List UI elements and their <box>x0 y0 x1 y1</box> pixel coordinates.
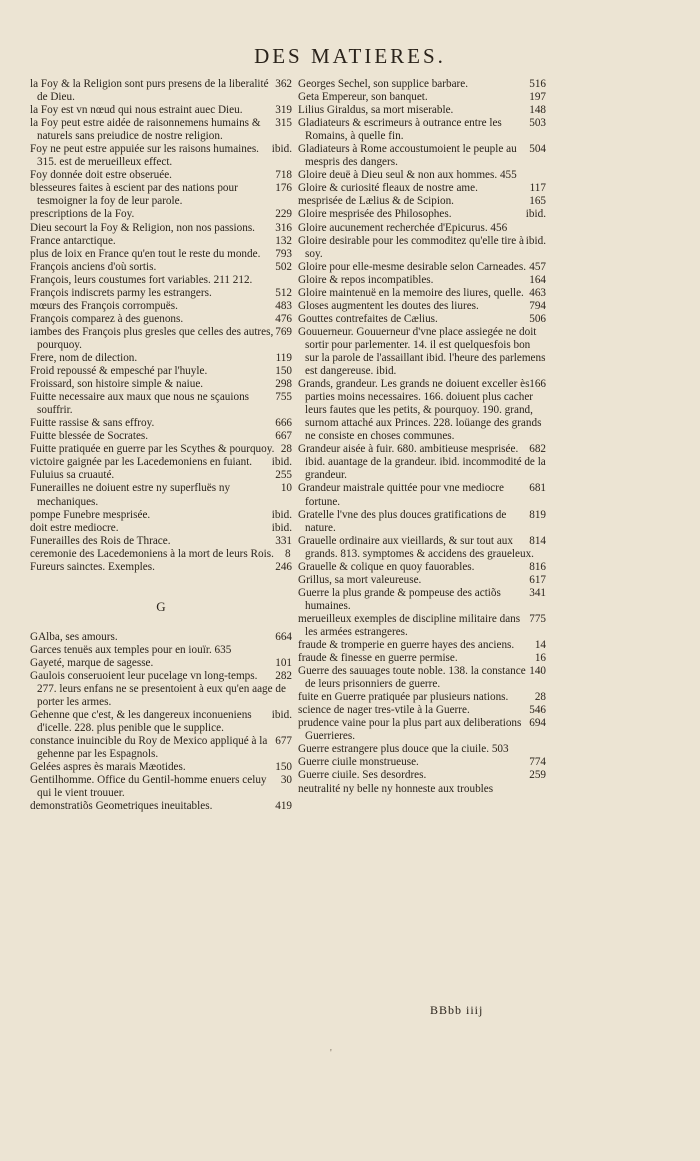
page-reference: 546 <box>529 704 546 717</box>
entry-text: Fuitte blessée de Socrates. <box>30 430 149 443</box>
entry-text: Guerre ciuile monstrueuse. <box>298 756 419 769</box>
page-reference: 503 <box>529 117 546 130</box>
entry-text: Froissard, son histoire simple & naiue. <box>30 378 204 391</box>
entry-text: Lilius Giraldus, sa mort miserable. <box>298 104 454 117</box>
entry-text: Gloire deuë à Dieu seul & non aux hommes. 455 <box>298 169 517 182</box>
index-entry <box>30 143 292 169</box>
index-entry <box>298 743 546 756</box>
page-reference: 246 <box>275 560 292 573</box>
index-entry <box>30 248 292 261</box>
page-reference: 176 <box>275 182 292 195</box>
entry-text: neutralité ny belle ny honneste aux troubles <box>298 782 494 795</box>
entry-text: Gaulois conseruoient leur pucelage vn long-temps. 277. leurs enfans ne se presentoient à eux qu'en aage de porter les armes. <box>30 669 286 709</box>
index-entry <box>298 613 546 639</box>
entry-text: Gloire mesprisée des Philosophes. <box>298 208 452 221</box>
index-entry <box>298 274 546 287</box>
page-reference: 793 <box>275 247 292 260</box>
entry-text: Gouttes contrefaites de Cælius. <box>298 312 438 325</box>
page-reference: 775 <box>529 612 546 625</box>
entry-text: fuite en Guerre pratiquée par plusieurs nations. <box>298 691 509 704</box>
index-entry <box>30 326 292 352</box>
entry-text: Gelées aspres ès marais Mæotides. <box>30 761 186 774</box>
entry-text: Guerre des sauuages toute noble. 138. la constance de leurs prisonniers de guerre. <box>298 665 526 691</box>
index-entry <box>30 352 292 365</box>
page-reference: 483 <box>275 299 292 312</box>
entry-text: Guerre ciuile. Ses desordres. <box>298 769 427 782</box>
entry-text: Fuitte rassise & sans effroy. <box>30 417 155 430</box>
index-entry <box>298 287 546 300</box>
index-entry <box>298 143 546 169</box>
entry-text: Gladiateurs & escrimeurs à outrance entre les Romains, à quelle fin. <box>298 117 502 143</box>
entry-text: Grauelle & colique en quoy fauorables. <box>298 560 475 573</box>
page-reference: 694 <box>529 717 546 730</box>
entry-text: Grands, grandeur. Les grands ne doiuent exceller ès parties moins necessaires. 166. doiuent plus cacher leurs fautes que les petits, & pourquoy. 190. grand, surnom attaché aux Princes. 228. loüange des grands ne consiste en choses communes. <box>298 378 542 443</box>
entry-text: Gratelle l'vne des plus douces gratifications de nature. <box>298 508 507 534</box>
entry-text: Gloses augmentent les doutes des liures. <box>298 299 479 312</box>
entry-text: Fuluius sa cruauté. <box>30 469 115 482</box>
entry-text: Funerailles des Rois de Thrace. <box>30 534 171 547</box>
entry-text: Gloire pour elle-mesme desirable selon Carneades. <box>298 260 527 273</box>
entry-text: fraude & tromperie en guerre hayes des anciens. <box>298 639 515 652</box>
index-entry <box>298 104 546 117</box>
index-entry <box>30 657 292 670</box>
index-entry <box>298 117 546 143</box>
index-entry <box>30 208 292 221</box>
entry-text: François, leurs coustumes fort variables. 211 212. <box>30 273 253 286</box>
index-entry <box>30 482 292 508</box>
page-reference: 755 <box>275 391 292 404</box>
page-reference: 617 <box>529 573 546 586</box>
page-reference: 506 <box>529 312 546 325</box>
index-entry <box>298 652 546 665</box>
entry-text: France antarctique. <box>30 234 116 247</box>
page-reference: 197 <box>529 91 546 104</box>
index-entry <box>298 587 546 613</box>
page-reference: 457 <box>529 260 546 273</box>
entry-text: plus de loix en France qu'en tout le reste du monde. <box>30 247 261 260</box>
entry-text: Grillus, sa mort valeureuse. <box>298 573 422 586</box>
page-reference: ibid. <box>271 143 292 156</box>
entry-text: Garces tenuës aux temples pour en iouïr. 635 <box>30 643 232 656</box>
entry-text: prudence vaine pour la plus part aux deliberations Guerrieres. <box>298 717 522 743</box>
index-entry <box>298 783 546 796</box>
page-reference: 315 <box>275 117 292 130</box>
index-entry <box>30 430 292 443</box>
entry-text: Gouuerneur. Gouuerneur d'vne place assiegée ne doit sortir pour parlementer. 14. il est quelquesfois bon sur la parole de l'assaillant ibid. l'heure des parlemens est dangereuse. ibid. <box>298 325 546 378</box>
page-reference: 419 <box>275 800 292 813</box>
index-entry <box>30 522 292 535</box>
page-reference: 164 <box>529 273 546 286</box>
entry-text: Gloire aucunement recherchée d'Epicurus. 456 <box>298 221 508 234</box>
page-reference: 140 <box>529 665 546 678</box>
page-reference: 362 <box>275 78 292 90</box>
page-reference: ibid. <box>271 508 292 521</box>
page-reference: 516 <box>529 78 546 90</box>
entry-text: Froid repoussé & empesché par l'huyle. <box>30 365 208 378</box>
index-entry <box>30 469 292 482</box>
page-reference: 476 <box>275 312 292 325</box>
page-reference: 677 <box>275 735 292 748</box>
index-entry <box>298 482 546 508</box>
entry-text: demonstratiõs Geometriques ineuitables. <box>30 800 213 813</box>
entry-text: victoire gaignée par les Lacedemoniens en fuiant. <box>30 456 253 469</box>
page-reference: ibid. <box>525 208 546 221</box>
entry-text: pompe Funebre mesprisée. <box>30 508 151 521</box>
index-entry <box>30 631 292 644</box>
entry-text: Foy ne peut estre appuiée sur les raisons humaines. 315. est de merueilleux effect. <box>30 143 259 169</box>
page-reference: ibid. <box>271 521 292 534</box>
page-reference: 28 <box>534 691 546 704</box>
entry-text: iambes des François plus gresles que celles des autres, pourquoy. <box>30 325 274 351</box>
page-reference: 166 <box>529 378 546 391</box>
entry-text: Frere, nom de dilection. <box>30 351 138 364</box>
page-reference: 666 <box>275 417 292 430</box>
index-entry <box>30 274 292 287</box>
index-entry <box>298 91 546 104</box>
entry-text: Fuitte necessaire aux maux que nous ne sçauions souffrir. <box>30 391 250 417</box>
index-entry <box>30 313 292 326</box>
page-reference: 150 <box>275 761 292 774</box>
index-entry <box>298 195 546 208</box>
entry-text: François anciens d'où sortis. <box>30 260 157 273</box>
entry-text: fraude & finesse en guerre permise. <box>298 652 458 665</box>
page-reference: ibid. <box>271 709 292 722</box>
page-reference: 319 <box>275 104 292 117</box>
page-reference: 502 <box>275 260 292 273</box>
index-entry <box>30 104 292 117</box>
page-reference: 504 <box>529 143 546 156</box>
page-reference: 769 <box>275 325 292 338</box>
index-entry <box>30 365 292 378</box>
index-entry <box>298 756 546 769</box>
entry-text: François comparez à des guenons. <box>30 312 184 325</box>
index-entry <box>298 535 546 561</box>
entry-text: prescriptions de la Foy. <box>30 208 135 221</box>
index-entry <box>30 735 292 761</box>
index-entry <box>30 391 292 417</box>
entry-text: Gladiateurs à Rome accoustumoient le peuple au mespris des dangers. <box>298 143 517 169</box>
page-reference: 28 <box>280 443 292 456</box>
entry-text: la Foy & la Religion sont purs presens de la liberalité de Dieu. <box>30 78 269 104</box>
page-reference: 259 <box>529 769 546 782</box>
entry-text: la Foy peut estre aidée de raisonnemens humains & naturels sans preiudice de nostre religion. <box>30 117 261 143</box>
page-reference: 255 <box>275 469 292 482</box>
page-reference: 718 <box>275 169 292 182</box>
entry-text: Gayeté, marque de sagesse. <box>30 656 154 669</box>
page-reference: 316 <box>275 221 292 234</box>
page-reference: 331 <box>275 534 292 547</box>
entry-text: Grauelle ordinaire aux vieillards, & sur tout aux grands. 813. symptomes & accidens des graueleux. <box>298 534 534 560</box>
entry-text: Gloire desirable pour les commoditez qu'elle tire à soy. <box>298 234 524 260</box>
index-entry <box>298 300 546 313</box>
page-reference: 681 <box>529 482 546 495</box>
entry-text: Gloire & repos incompatibles. <box>298 273 434 286</box>
entry-text: Gehenne que c'est, & les dangereux inconueniens d'icelle. 228. plus penible que le supplice. <box>30 709 252 735</box>
entry-text: Grandeur aisée à fuir. 680. ambitieuse mesprisée. ibid. auantage de la grandeur. ibid. incommodité de la grandeur. <box>298 443 546 482</box>
page-reference: 119 <box>275 351 292 364</box>
index-entry <box>298 717 546 743</box>
entry-text: merueilleux exemples de discipline militaire dans les armées estrangeres. <box>298 612 521 638</box>
entry-text: GAlba, ses amours. <box>30 630 118 643</box>
entry-text: blesseures faites à escient par des nations pour tesmoigner la foy de leur parole. <box>30 182 238 208</box>
entry-text: doit estre mediocre. <box>30 521 119 534</box>
page-reference: 150 <box>275 365 292 378</box>
left-column <box>30 78 292 813</box>
index-entry <box>30 261 292 274</box>
entry-text: Foy donnée doit estre obseruée. <box>30 169 172 182</box>
index-entry <box>30 443 292 456</box>
index-entry <box>298 704 546 717</box>
page-reference: 341 <box>529 586 546 599</box>
index-entry <box>30 417 292 430</box>
index-entry <box>298 326 546 378</box>
index-entry <box>298 261 546 274</box>
index-entry <box>298 509 546 535</box>
signature-mark: BBbb iiij <box>430 1003 484 1017</box>
page-reference: 667 <box>275 430 292 443</box>
entry-text: Gloire & curiosité fleaux de nostre ame. <box>298 182 478 195</box>
page-reference: 664 <box>275 630 292 643</box>
page-reference: 463 <box>529 286 546 299</box>
index-entry <box>298 769 546 782</box>
entry-text: Guerre la plus grande & pompeuse des actiõs humaines. <box>298 586 501 612</box>
entry-text: mœurs des François corrompuës. <box>30 299 178 312</box>
index-entry <box>30 378 292 391</box>
right-column <box>298 78 546 796</box>
index-entry <box>30 774 292 800</box>
page-title: DES MATIERES. <box>254 44 446 68</box>
page-reference: 794 <box>529 299 546 312</box>
entry-text: Fureurs sainctes. Exemples. <box>30 560 155 573</box>
entry-text: science de nager tres-vtile à la Guerre. <box>298 704 470 717</box>
index-entry: 8 ceremonie des Lacedemoniens à la mort de leurs Rois. <box>30 547 291 560</box>
index-entry <box>298 665 546 691</box>
index-entry <box>30 169 292 182</box>
index-entry <box>298 691 546 704</box>
page-reference: ibid. <box>271 456 292 469</box>
entry-text: mesprisée de Lælius & de Scipion. <box>298 195 454 208</box>
index-entry <box>30 561 292 574</box>
index-entry <box>298 574 546 587</box>
page-reference: 282 <box>275 669 292 682</box>
page-reference: 16 <box>534 652 546 665</box>
entry-text: constance inuincible du Roy de Mexico appliqué à la gehenne par les Espagnols. <box>30 735 268 761</box>
index-entry <box>30 644 292 657</box>
entry-text: Geta Empereur, son banquet. <box>298 91 428 104</box>
page-reference: 816 <box>529 560 546 573</box>
page-reference: 298 <box>275 378 292 391</box>
entry-text: Fuitte pratiquée en guerre par les Scythes & pourquoy. <box>30 443 275 456</box>
page-reference: 30 <box>280 774 292 787</box>
index-entry <box>298 313 546 326</box>
index-entry <box>298 208 546 221</box>
page-reference: ibid. <box>525 234 546 247</box>
index-entry <box>298 561 546 574</box>
entry-text: Funerailles ne doiuent estre ny superfluës ny mechaniques. <box>30 482 231 508</box>
page-reference: 148 <box>529 104 546 117</box>
page-reference: 117 <box>529 182 546 195</box>
entry-text: la Foy est vn nœud qui nous estraint auec Dieu. <box>30 104 243 117</box>
page-reference: 101 <box>275 656 292 669</box>
page-reference: 774 <box>529 756 546 769</box>
index-entry <box>298 222 546 235</box>
index-entry <box>30 670 292 709</box>
page-reference: 10 <box>280 482 292 495</box>
page-reference: 814 <box>529 534 546 547</box>
entry-text: François indiscrets parmy les estrangers. <box>30 286 212 299</box>
index-entry <box>30 235 292 248</box>
index-entry <box>30 182 292 208</box>
index-entry <box>298 378 546 443</box>
entry-text: Guerre estrangere plus douce que la ciuile. 503 <box>298 743 509 756</box>
margin-mark: ' <box>330 1048 332 1059</box>
page-reference: 819 <box>529 508 546 521</box>
section-letter-heading: G <box>156 598 166 614</box>
entry-text: ceremonie des Lacedemoniens à la mort de leurs Rois. <box>30 547 274 560</box>
index-entry <box>30 509 292 522</box>
entry-text: Georges Sechel, son supplice barbare. <box>298 78 469 90</box>
index-entry <box>30 709 292 735</box>
index-entry <box>298 639 546 652</box>
entry-text: Dieu secourt la Foy & Religion, non nos passions. <box>30 221 255 234</box>
index-entry <box>30 800 292 813</box>
index-entry <box>298 182 546 195</box>
index-entry <box>298 169 546 182</box>
index-entry <box>298 443 546 482</box>
index-entry <box>30 761 292 774</box>
index-entry <box>30 222 292 235</box>
page-reference: 14 <box>534 639 546 652</box>
entry-text: Gentilhomme. Office du Gentil-homme enuers celuy qui le vient trouuer. <box>30 774 267 800</box>
index-entry <box>30 535 292 548</box>
index-entry <box>30 287 292 300</box>
index-entry <box>298 78 546 91</box>
index-entry <box>30 456 292 469</box>
page-reference: 165 <box>529 195 546 208</box>
index-entry <box>30 117 292 143</box>
page-reference: 682 <box>529 443 546 456</box>
index-entry <box>30 78 292 104</box>
entry-text: Grandeur maistrale quittée pour vne mediocre fortune. <box>298 482 504 508</box>
page-reference: 229 <box>275 208 292 221</box>
index-entry <box>298 235 546 261</box>
page-reference: 512 <box>275 286 292 299</box>
entry-text: Gloire maintenuë en la memoire des liures, quelle. <box>298 286 524 299</box>
index-entry <box>30 300 292 313</box>
page-reference: 132 <box>275 234 292 247</box>
